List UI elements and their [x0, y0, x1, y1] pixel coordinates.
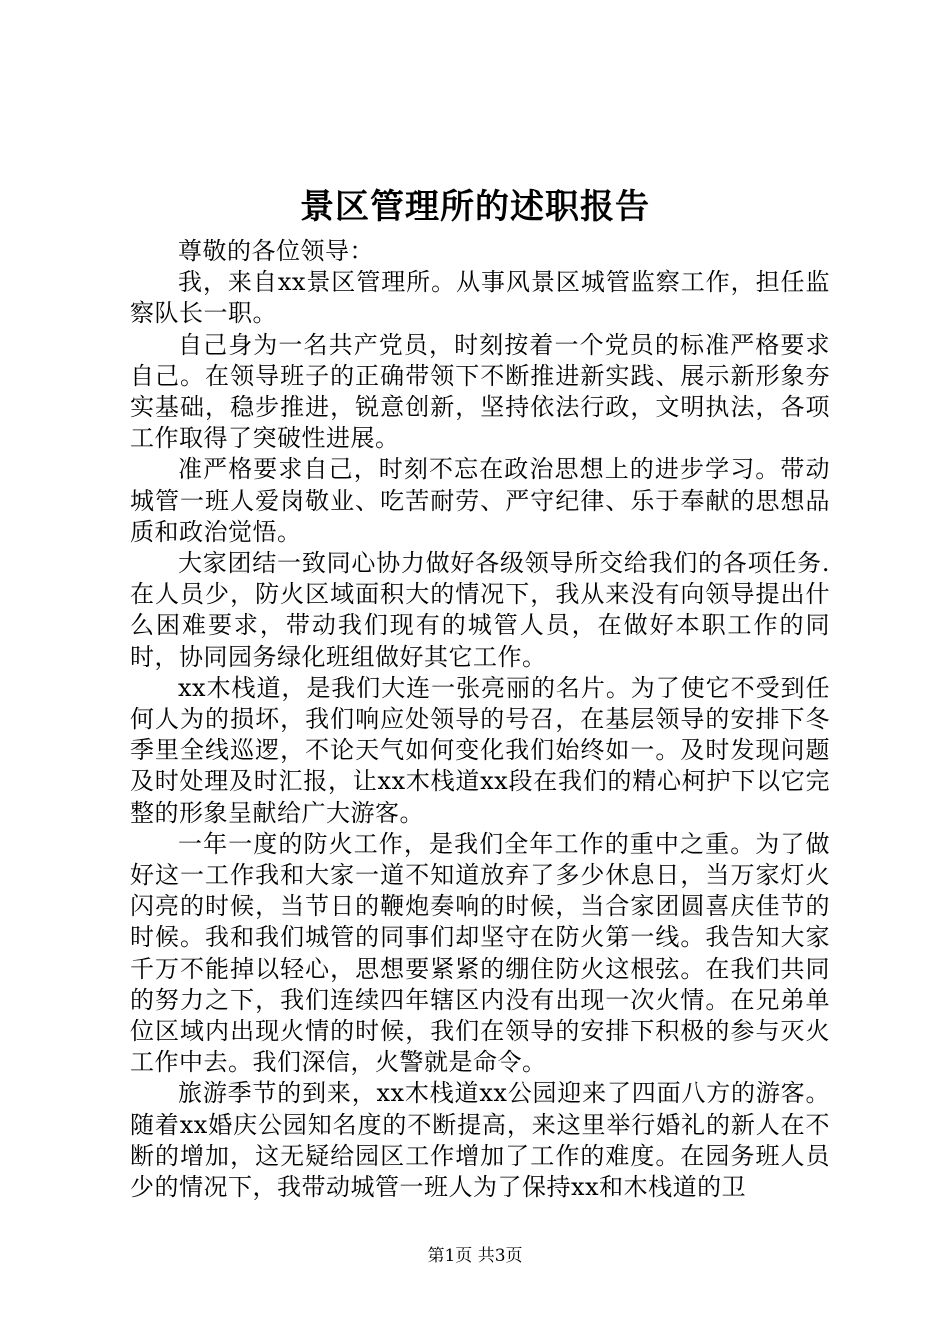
body-paragraph: 大家团结一致同心协力做好各级领导所交给我们的各项任务.在人员少，防火区域面积大的情况下，我从来没有向领导提出什么困难要求，带动我们现有的城管人员，在做好本职工作的同时，协同园务绿化班组做好其它工作。	[130, 549, 830, 671]
salutation-paragraph: 尊敬的各位领导：	[178, 237, 374, 265]
body-paragraph: 一年一度的防火工作，是我们全年工作的重中之重。为了做好这一工作我和大家一道不知道放弃了多少休息日，当万家灯火闪亮的时候，当节日的鞭炮奏响的时候，当合家团圆喜庆佳节的时候。我和我们城管的同事们却坚守在防火第一线。我告知大家千万不能掉以轻心，思想要紧紧的绷住防火这根弦。在我们共同的努力之下，我们连续四年辖区内没有出现一次火情。在兄弟单位区域内出现火情的时候，我们在领导的安排下积极的参与灭火工作中去。我们深信，火警就是命令。	[130, 829, 830, 1077]
document-title: 景区管理所的述职报告	[300, 187, 650, 227]
body-paragraph: xx木栈道，是我们大连一张亮丽的名片。为了使它不受到任何人为的损坏，我们响应处领导的号召，在基层领导的安排下冬季里全线巡逻，不论天气如何变化我们始终如一。及时发现问题及时处理及时汇报，让xx木栈道xx段在我们的精心柯护下以它完整的形象呈献给广大游客。	[130, 673, 830, 827]
page-number-footer: 第1页 共3页	[427, 1246, 523, 1266]
body-paragraph: 我，来自xx景区管理所。从事风景区城管监察工作，担任监察队长一职。	[130, 268, 830, 328]
body-paragraph: 旅游季节的到来，xx木栈道xx公园迎来了四面八方的游客。随着xx婚庆公园知名度的不断提高，来这里举行婚礼的新人在不断的增加，这无疑给园区工作增加了工作的难度。在园务班人员少的情况下，我带动城管一班人为了保持xx和木栈道的卫	[130, 1079, 830, 1202]
body-paragraph: 自己身为一名共产党员，时刻按着一个党员的标准严格要求自己。在领导班子的正确带领下不断推进新实践、展示新形象夯实基础，稳步推进，锐意创新，坚持依法行政，文明执法，各项工作取得了突破性进展。	[130, 330, 830, 453]
body-paragraph: 准严格要求自己，时刻不忘在政治思想上的进步学习。带动城管一班人爱岗敬业、吃苦耐劳、严守纪律、乐于奉献的思想品质和政治觉悟。	[130, 455, 830, 546]
document-body	[130, 236, 830, 1203]
